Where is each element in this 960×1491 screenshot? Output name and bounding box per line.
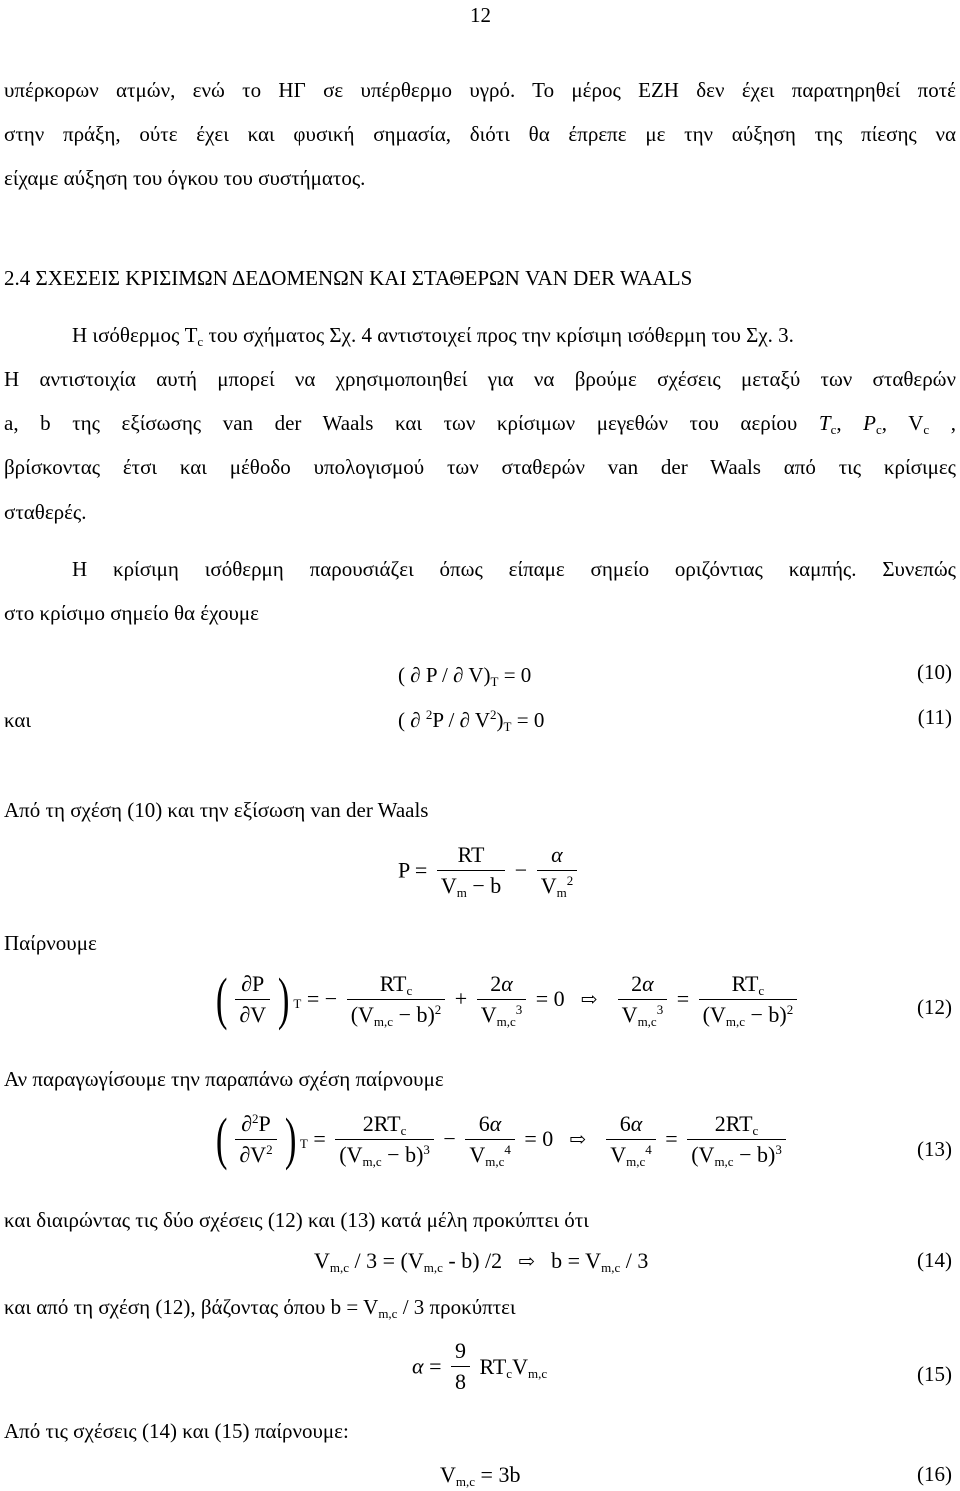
paragraph-line: στην πράξη, ούτε έχει και φυσική σημασία, διότι θα έπρεπε με την αύξηση της πίεσης να [4, 122, 956, 146]
equation-number: (10) [917, 660, 952, 684]
equation-number: (16) [917, 1462, 952, 1486]
section-heading: 2.4 ΣΧΕΣΕΙΣ ΚΡΙΣΙΜΩΝ ΔΕΔΟΜΕΝΩΝ ΚΑΙ ΣΤΑΘΕΡΩΝ VAN DER WAALS [4, 266, 693, 290]
equation-14: $V_{m,c} / 3 = (V_{m,c} - b)$ /2 ⇨ $b = V_{m,c} / 3$ [314, 1248, 649, 1275]
equation-16: $V_{m,c} = 3b$ [440, 1462, 521, 1489]
equation-15: α = $\frac{9}{8}$ $RT_cV_{m,c}$ [412, 1338, 548, 1394]
paragraph-line: είχαμε αύξηση του όγκου του συστήματος. [4, 166, 366, 190]
paragraph-line: και από τη σχέση (12), βάζοντας όπου $b = V_{m,c} / 3$ προκύπτει [4, 1295, 516, 1321]
equation-10: ( ∂ P / ∂ $V)_T = 0$ [398, 663, 532, 689]
equation-number: (11) [917, 705, 952, 729]
equation-number: (13) [917, 1137, 952, 1161]
van-der-waals-equation: P = $\frac{RT}{V_m - b}$ − $\frac{\alpha}{V_m^2}$ [398, 842, 581, 899]
paragraph-line: Αν παραγωγίσουμε την παραπάνω σχέση παίρνουμε [4, 1067, 444, 1091]
equation-number: (14) [917, 1248, 952, 1272]
equation-13: ( $\frac{\partial^2P}{\partial V^2}$ ) $_T$ = $\frac{2RT_c}{(V_{m,c} - b)^3}$ − $\frac{6\alpha}{V_{m,c}^4}$ = 0 ⇨ $\frac{6\alpha}{V_{m,c}^4}$ = $\frac{2RT_c}{(V_{m,c} - b)^3}$ [212, 1110, 790, 1168]
paragraph-line: υπέρκορων ατμών, ενώ το ΗΓ σε υπέρθερμο υγρό. Το μέρος ΕΖΗ δεν έχει παρατηρηθεί ποτέ [4, 78, 956, 102]
paragraph-line: βρίσκοντας έτσι και μέθοδο υπολογισμού των σταθερών van der Waals από τις κρίσιμες [4, 455, 956, 479]
equation-12: ( $\frac{\partial P}{\partial V}$ ) $_T$ = − $\frac{RT_c}{(V_{m,c} - b)^2}$ + $\frac{2\alpha}{V_{m,c}^3}$ = 0 ⇨ $\frac{2\alpha}{V_{m,c}^3}$ = $\frac{RT_c}{(V_{m,c} - b)^2}$ [212, 970, 801, 1028]
and-label: και [4, 708, 32, 732]
equation-number: (15) [917, 1362, 952, 1386]
paragraph-line: στο κρίσιμο σημείο θα έχουμε [4, 601, 259, 625]
paragraph-line: a, b της εξίσωσης van der Waals και των κρίσιμων μεγεθών του αερίου $T_c$, $P_c$, $V_c$ , [4, 411, 957, 437]
paragraph-line: σταθερές. [4, 500, 87, 524]
taking-label: Παίρνουμε [4, 931, 97, 955]
paragraph-line: και διαιρώντας τις δύο σχέσεις (12) και (13) κατά μέλη προκύπτει ότι [4, 1208, 589, 1232]
paragraph-line: Η αντιστοιχία αυτή μπορεί να χρησιμοποιηθεί για να βρούμε σχέσεις μεταξύ των σταθερών [4, 367, 956, 391]
equation-number: (12) [917, 995, 952, 1019]
page-number: 12 [470, 3, 491, 27]
paragraph-line: Από τις σχέσεις (14) και (15) παίρνουμε: [4, 1419, 349, 1443]
paragraph-line: Από τη σχέση (10) και την εξίσωση van der Waals [4, 798, 429, 822]
paragraph-line: Η κρίσιμη ισόθερμη παρουσιάζει όπως είπαμε σημείο οριζόντιας καμπής. Συνεπώς [72, 557, 956, 581]
paragraph-line: Η ισόθερμος $T_c$ του σχήματος Σχ. 4 αντιστοιχεί προς την κρίσιμη ισόθερμη του Σχ. 3. [72, 323, 794, 349]
equation-11: ( ∂ $^2$P / ∂ $V^2)_T = 0$ [398, 707, 545, 734]
